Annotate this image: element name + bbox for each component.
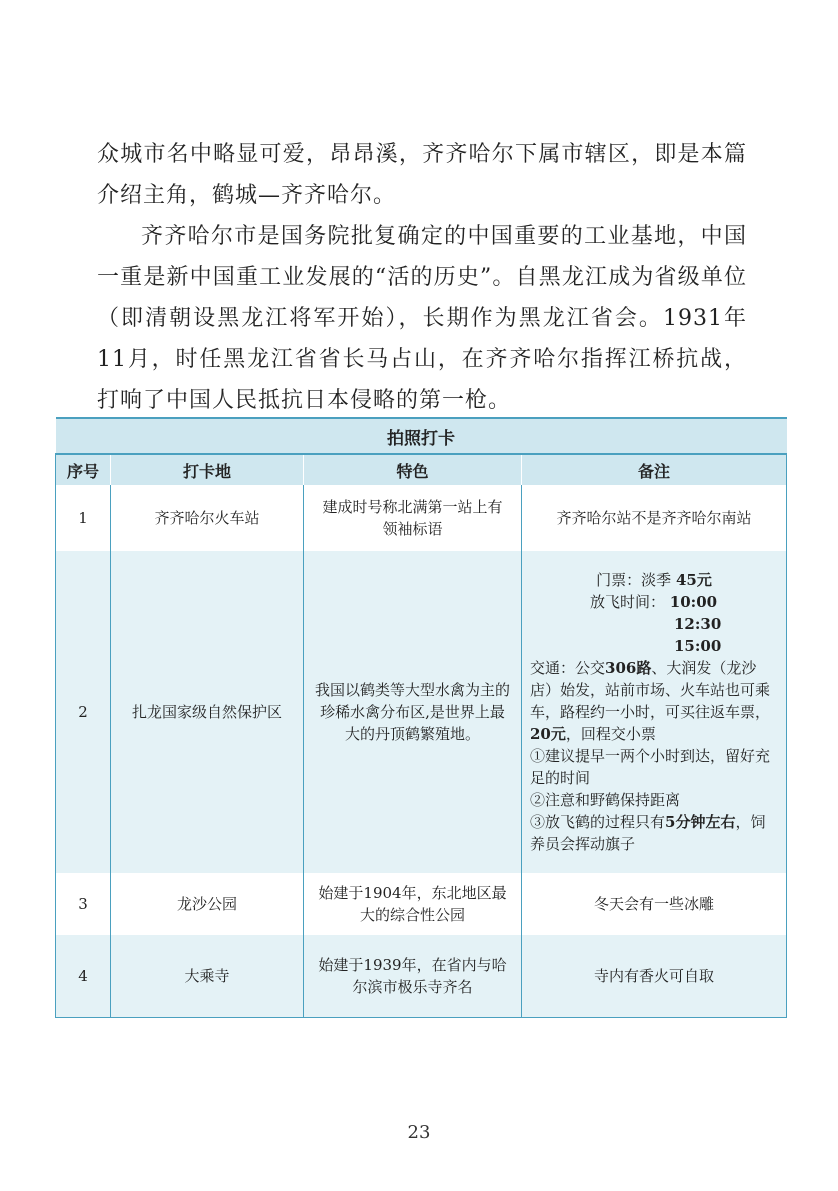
cell-place: 扎龙国家级自然保护区: [111, 551, 304, 873]
cell-place: 大乘寺: [111, 935, 304, 1017]
cell-number: 1: [56, 485, 111, 551]
cell-feature: 我国以鹤类等大型水禽为主的珍稀水禽分布区,是世界上最大的丹顶鹤繁殖地。: [304, 551, 522, 873]
table-row: [56, 873, 787, 935]
tip3-a: ③放飞鹤的过程只有: [530, 813, 666, 831]
fly-time: 10:00: [669, 593, 718, 611]
traffic-b: 、大润发（龙沙店）始发，站前市场、火车站也可乘车，路程约一小时，可买往返车票，: [530, 659, 771, 721]
page-number: 23: [407, 1122, 431, 1143]
cell-place: 齐齐哈尔火车站: [111, 485, 304, 551]
cell-place: 龙沙公园: [111, 873, 304, 935]
cell-feature: 建成时号称北满第一站上有领袖标语: [304, 485, 522, 551]
cell-note: 寺内有香火可自取: [522, 935, 787, 1017]
cell-number: 4: [56, 935, 111, 1017]
tip-3: [530, 811, 778, 855]
ticket-price: 45元: [675, 571, 712, 589]
cell-note: 齐齐哈尔站不是齐齐哈尔南站: [522, 485, 787, 551]
header-place: 打卡地: [111, 454, 304, 485]
checkin-table: [55, 417, 786, 1018]
traffic-a: 交通：公交: [530, 659, 606, 677]
fly-time: 15:00: [674, 637, 722, 655]
traffic-text: [530, 657, 778, 745]
cell-feature: 始建于1939年，在省内与哈尔滨市极乐寺齐名: [304, 935, 522, 1017]
bus-route: 306路: [605, 659, 652, 677]
fly-times: [530, 591, 778, 657]
cell-note-crane-reserve: [522, 551, 787, 873]
header-note: 备注: [522, 454, 787, 485]
table-title: 拍照打卡: [56, 418, 787, 454]
cell-number: 2: [56, 551, 111, 873]
fly-time: 12:30: [674, 615, 722, 633]
table-row: [56, 485, 787, 551]
tip3-c: ，饲养员会挥动旗子: [530, 813, 766, 853]
traffic-c: ，回程交小票: [565, 725, 656, 743]
cell-note: 冬天会有一些冰雕: [522, 873, 787, 935]
tip-1: ①建议提早一两个小时到达，留好充足的时间: [530, 747, 771, 787]
header-feature: 特色: [304, 454, 522, 485]
tip3-duration: 5分钟左右: [665, 813, 736, 831]
paragraph-intro: 众城市名中略显可爱，昂昂溪，齐齐哈尔下属市辖区，即是本篇介绍主角，鹤城—齐齐哈尔。: [97, 142, 747, 208]
paragraph-history: 齐齐哈尔市是国务院批复确定的中国重要的工业基地，中国一重是新中国重工业发展的“活的历史”。自黑龙江成为省级单位（即清朝设黑龙江将军开始），长期作为黑龙江省会。1931年11月，时任黑龙江省省长马占山，在齐齐哈尔指挥江桥抗战，打响了中国人民抵抗日本侵略的第一枪。: [97, 224, 747, 413]
fare: 20元: [530, 725, 566, 743]
ticket-label: 门票：淡季: [596, 571, 672, 589]
header-number: 序号: [56, 454, 111, 485]
fly-label: 放飞时间：: [590, 593, 666, 611]
tip-2: ②注意和野鹤保持距离: [530, 791, 681, 809]
cell-feature: 始建于1904年，东北地区最大的综合性公园: [304, 873, 522, 935]
ticket-line: [530, 569, 778, 591]
cell-number: 3: [56, 873, 111, 935]
table-row: [56, 935, 787, 1017]
table-row: [56, 551, 787, 873]
